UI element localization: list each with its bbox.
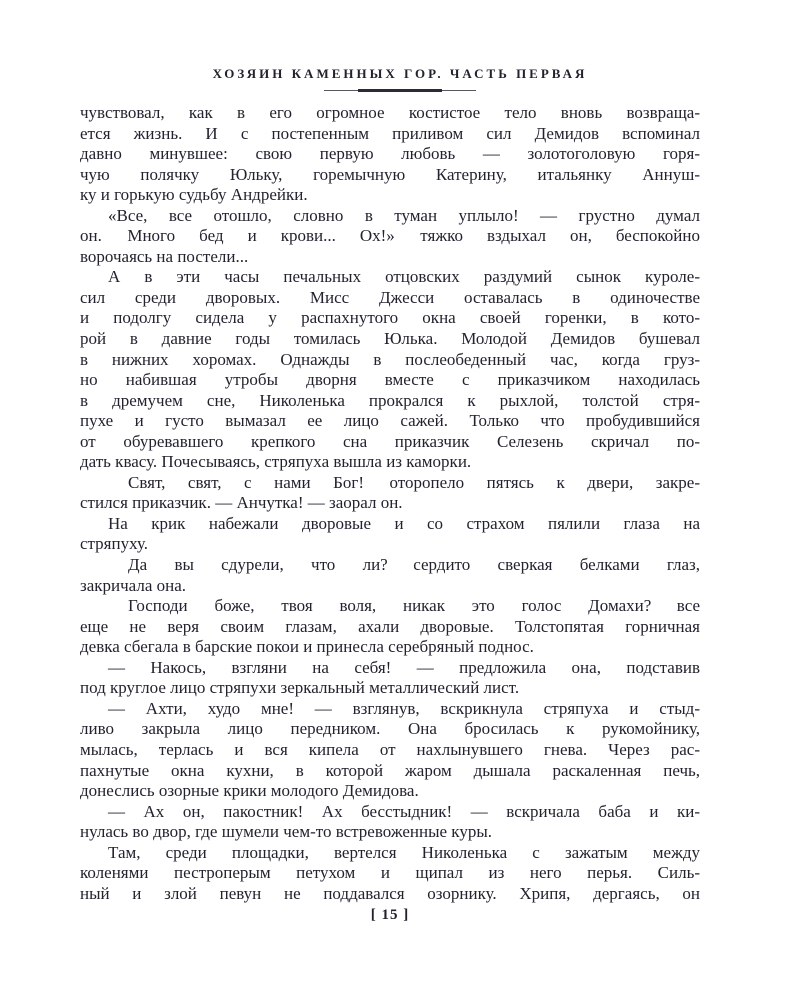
text-line: и подолгу сидела у распахнутого окна своей горенки, в кото- [80,308,700,328]
text-line: Господи боже, твоя воля, никак это голос Домахи? все [128,596,700,616]
text-line: Там, среди площадки, вертелся Николенька с зажатым между [108,842,700,862]
text-line: стился приказчик. — Анчутка! — заорал он. [80,493,403,513]
text-line: давно минувшее: свою первую любовь — золотоголовую горя- [80,144,700,164]
text-line: дать квасу. Почесываясь, стряпуха вышла из каморки. [80,452,472,472]
text-line: в нижних хоромах. Однажды в послеобеденный час, когда груз- [80,349,700,369]
text-line: еще не веря своим глазам, ахали дворовые. Толстопятая горничная [80,616,700,636]
text-line: ку и горькую судьбу Андрейки. [80,185,308,205]
text-line: пахнутые окна кухни, в которой жаром дышала раскаленная печь, [80,760,700,780]
page-footer [0,906,780,924]
text-line: нулась во двор, где шумели чем-то встревоженные куры. [80,822,493,842]
text-line: На крик набежали дворовые и со страхом пялили глаза на [108,513,700,533]
text-line: чую полячку Юльку, горемычную Катерину, итальянку Аннуш- [80,164,700,184]
text-line: — Ахти, худо мне! — взглянув, вскрикнула стряпуха и стыд- [108,698,700,718]
text-line: ливо закрыла лицо передником. Она бросилась к рукомойнику, [80,719,700,739]
text-line: чувствовал, как в его огромное костистое тело вновь возвраща- [80,103,700,122]
text-line: Да вы сдурели, что ли? сердито сверкая белками глаз, [128,555,700,575]
page-number: [ 15 ] [370,907,410,923]
text-line: Свят, свят, с нами Бог! оторопело пятясь к двери, закре- [128,472,700,492]
text-line: донеслись озорные крики молодого Демидова. [80,781,419,801]
text-line: — Накось, взгляни на себя! — предложила она, подставив [108,657,700,677]
text-line: пухе и густо вымазал ее лицо сажей. Только что пробудившийся [80,411,700,431]
text-line: но набившая утробы дворня вместе с приказчиком находилась [80,370,700,390]
text-line: сил среди дворовых. Мисс Джесси оставалась в одиночестве [80,287,700,307]
text-line: А в эти часы печальных отцовских раздумий сынок куроле- [108,267,700,287]
text-line: ный и злой певун не поддавался озорнику. Хрипя, дергаясь, он [80,883,700,903]
text-line: от обуревавшего крепкого сна приказчик Селезень скричал по- [80,431,700,451]
chapter-title: ХОЗЯИН КАМЕННЫХ ГОР. ЧАСТЬ ПЕРВАЯ [212,66,588,81]
text-line: рой в давние годы томилась Юлька. Молодой Демидов бушевал [80,329,700,349]
running-header [0,66,800,92]
header-rule [324,89,476,92]
text-line: под круглое лицо стряпухи зеркальный металлический лист. [80,678,520,698]
text-line: он. Много бед и крови... Ох!» тяжко вздыхал он, беспокойно [80,226,700,246]
text-line: девка сбегала в барские покои и принесла серебряный поднос. [80,637,534,657]
text-line: мылась, терлась и вся кипела от нахлынувшего гнева. Через рас- [80,739,700,759]
text-line: ется жизнь. И с постепенным приливом сил Демидов вспоминал [80,123,700,143]
text-line: ворочаясь на постели... [80,246,249,266]
text-line: «Все, все отошло, словно в туман уплыло! — грустно думал [108,205,700,225]
text-line: закричала она. [80,575,187,595]
text-line: коленями пестроперым петухом и щипал из него перья. Силь- [80,863,700,883]
text-line: в дремучем сне, Николенька прокрался к рыхлой, толстой стря- [80,390,700,410]
page-body [80,103,700,904]
text-line: стряпуху. [80,534,148,554]
text-line: — Ах он, пакостник! Ах бесстыдник! — вскричала баба и ки- [108,801,700,821]
